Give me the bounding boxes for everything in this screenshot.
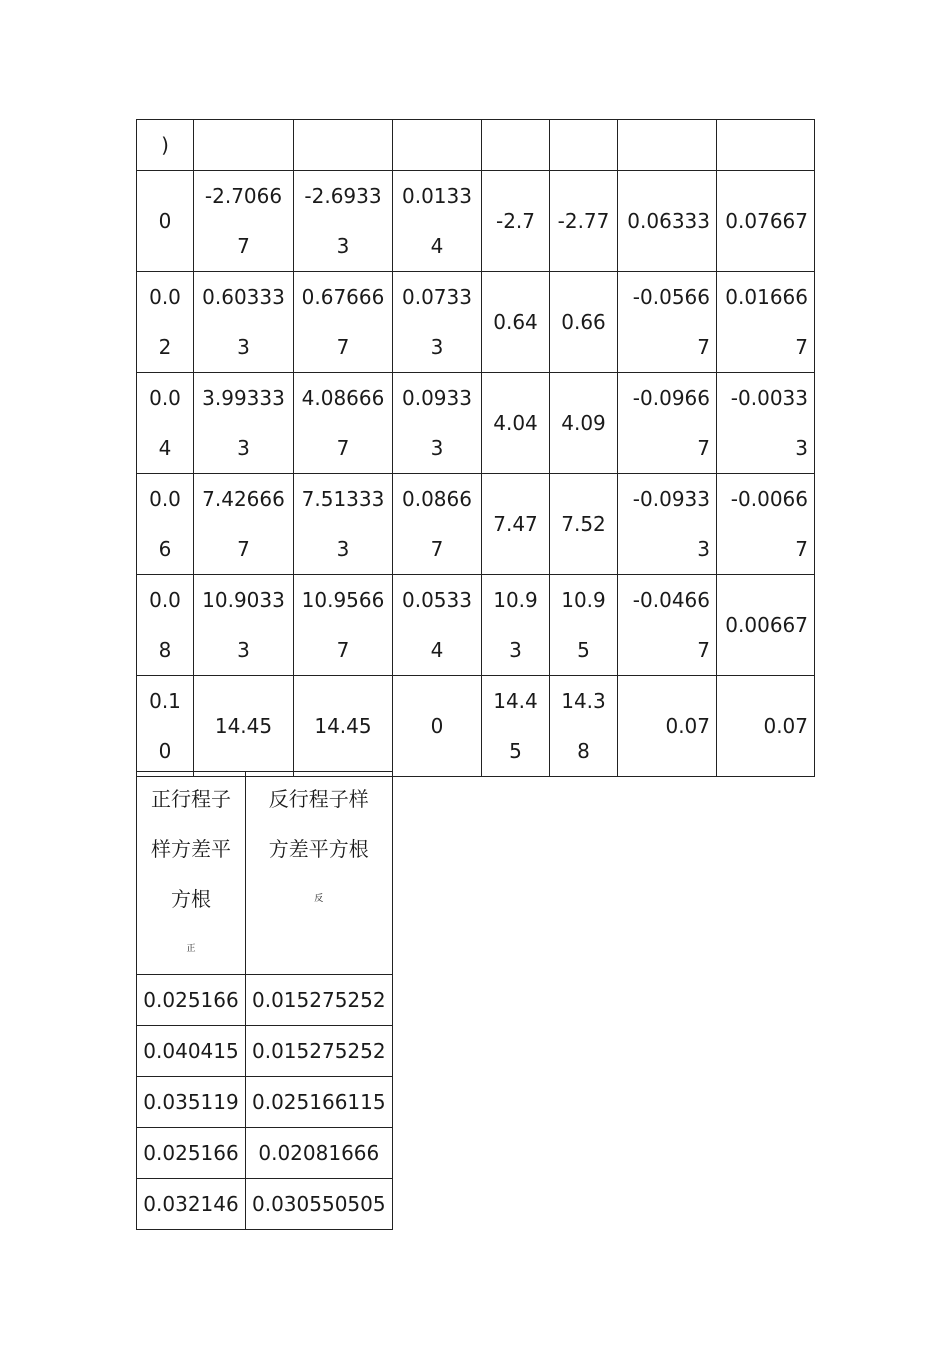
cell-value: 0.10 <box>149 689 181 763</box>
table-cell <box>482 272 550 373</box>
cell-value: 10.95 <box>561 588 606 662</box>
table-cell <box>294 171 393 272</box>
table-cell <box>294 676 393 777</box>
reverse-std-value: 0.015275252 <box>246 975 393 1026</box>
cell-value: 3.993333 <box>202 386 285 460</box>
cell-value: -2.69333 <box>304 184 382 258</box>
cell-value: 14.45 <box>493 689 538 763</box>
table-cell <box>194 575 294 676</box>
table-cell <box>618 120 717 171</box>
cell-value: 0.676667 <box>301 285 385 359</box>
table-cell <box>482 474 550 575</box>
table-cell <box>550 676 618 777</box>
table-cell <box>550 120 618 171</box>
table-cell <box>550 171 618 272</box>
forward-std-value: 0.040415 <box>137 1026 246 1077</box>
std-header-row <box>137 772 393 975</box>
table-cell <box>137 676 194 777</box>
table-row <box>137 171 815 272</box>
cell-value: -0.04667 <box>632 588 710 662</box>
std-table-row <box>137 1179 393 1230</box>
table-cell <box>294 373 393 474</box>
table-cell <box>137 171 194 272</box>
table-cell <box>717 373 815 474</box>
table-cell <box>717 272 815 373</box>
std-table-row <box>137 1026 393 1077</box>
table-cell <box>194 120 294 171</box>
data-table-body <box>137 120 815 777</box>
table-cell <box>618 474 717 575</box>
cell-value: 0 <box>158 209 172 233</box>
reverse-std-header-subscript: 反 <box>314 894 324 904</box>
table-row <box>137 474 815 575</box>
table-cell <box>618 676 717 777</box>
cell-value: 0.08667 <box>402 487 472 561</box>
table-row <box>137 676 815 777</box>
forward-std-value: 0.035119 <box>137 1077 246 1128</box>
reverse-std-value: 0.015275252 <box>246 1026 393 1077</box>
table-cell <box>550 373 618 474</box>
cell-value: 14.38 <box>561 689 606 763</box>
cell-value: -2.70667 <box>204 184 283 258</box>
table-cell <box>482 676 550 777</box>
cell-value: 14.45 <box>314 714 372 738</box>
cell-value: -2.77 <box>557 209 610 233</box>
table-cell <box>294 272 393 373</box>
std-deviation-table <box>136 771 393 1230</box>
cell-value: ) <box>161 133 169 157</box>
table-cell <box>393 474 482 575</box>
table-cell <box>550 575 618 676</box>
cell-value: 0.07333 <box>402 285 472 359</box>
cell-value: 0.07 <box>763 714 808 738</box>
forward-std-value: 0.025166 <box>137 1128 246 1179</box>
cell-value: 0.016667 <box>725 285 808 359</box>
std-table-row <box>137 975 393 1026</box>
table-cell <box>294 474 393 575</box>
cell-value: 0.02 <box>149 285 181 359</box>
forward-std-value: 0.032146 <box>137 1179 246 1230</box>
cell-value: -0.00667 <box>730 487 808 561</box>
cell-value: 10.90333 <box>202 588 285 662</box>
cell-value: -0.05667 <box>632 285 710 359</box>
table-cell <box>717 120 815 171</box>
cell-value: 0.603333 <box>202 285 285 359</box>
forward-std-header-label: 正行程子样方差平方根 <box>151 787 231 911</box>
cell-value: -0.00333 <box>730 386 808 460</box>
cell-value: 0.05334 <box>402 588 472 662</box>
table-row <box>137 272 815 373</box>
table-row <box>137 373 815 474</box>
cell-value: 0.09333 <box>402 386 472 460</box>
cell-value: 4.086667 <box>301 386 385 460</box>
table-cell <box>194 474 294 575</box>
table-cell <box>618 373 717 474</box>
cell-value: 0 <box>430 714 444 738</box>
table-cell <box>194 171 294 272</box>
forward-std-value: 0.025166 <box>137 975 246 1026</box>
forward-std-header <box>137 772 246 975</box>
std-table-row <box>137 1128 393 1179</box>
table-cell <box>482 575 550 676</box>
reverse-std-value: 0.025166115 <box>246 1077 393 1128</box>
table-row-top <box>137 120 815 171</box>
cell-value: 4.04 <box>493 411 538 435</box>
cell-value: 0.07 <box>665 714 710 738</box>
table-cell <box>194 676 294 777</box>
cell-value: 0.00667 <box>725 613 808 637</box>
table-cell <box>393 575 482 676</box>
table-cell <box>137 272 194 373</box>
reverse-std-value: 0.02081666 <box>246 1128 393 1179</box>
table-cell <box>618 272 717 373</box>
table-cell <box>137 120 194 171</box>
table-cell <box>482 373 550 474</box>
cell-value: 0.07667 <box>725 209 808 233</box>
table-cell <box>194 272 294 373</box>
table-cell <box>717 474 815 575</box>
table-cell <box>393 676 482 777</box>
cell-value: 7.47 <box>493 512 538 536</box>
table-cell <box>550 272 618 373</box>
table-cell <box>393 272 482 373</box>
cell-value: 14.45 <box>214 714 273 738</box>
cell-value: -0.09333 <box>632 487 710 561</box>
table-cell <box>294 120 393 171</box>
table-cell <box>393 171 482 272</box>
forward-std-header-subscript: 正 <box>186 944 196 954</box>
cell-value: 7.52 <box>561 512 606 536</box>
table-cell <box>618 171 717 272</box>
cell-value: -0.09667 <box>632 386 710 460</box>
cell-value: 7.513333 <box>301 487 385 561</box>
std-table-row <box>137 1077 393 1128</box>
std-deviation-table-body <box>137 772 393 1230</box>
cell-value: 0.04 <box>149 386 181 460</box>
cell-value: 0.66 <box>561 310 606 334</box>
table-cell <box>137 575 194 676</box>
table-cell <box>550 474 618 575</box>
reverse-std-header-label: 反行程子样方差平方根 <box>268 787 369 861</box>
cell-value: 10.93 <box>493 588 538 662</box>
table-cell <box>194 373 294 474</box>
table-cell <box>717 575 815 676</box>
table-cell <box>618 575 717 676</box>
cell-value: 0.06333 <box>627 209 710 233</box>
cell-value: 7.426667 <box>202 487 285 561</box>
cell-value: 0.01334 <box>402 184 472 258</box>
cell-value: 4.09 <box>561 411 606 435</box>
table-cell <box>294 575 393 676</box>
reverse-std-header <box>246 772 393 975</box>
cell-value: -2.7 <box>495 209 536 233</box>
reverse-std-value: 0.030550505 <box>246 1179 393 1230</box>
table-cell <box>717 171 815 272</box>
table-cell <box>482 120 550 171</box>
table-cell <box>137 373 194 474</box>
cell-value: 10.95667 <box>301 588 385 662</box>
data-table <box>136 119 815 777</box>
cell-value: 0.64 <box>493 310 538 334</box>
table-cell <box>717 676 815 777</box>
table-cell <box>482 171 550 272</box>
cell-value: 0.08 <box>149 588 181 662</box>
table-cell <box>137 474 194 575</box>
table-row <box>137 575 815 676</box>
cell-value: 0.06 <box>149 487 181 561</box>
table-cell <box>393 120 482 171</box>
table-cell <box>393 373 482 474</box>
